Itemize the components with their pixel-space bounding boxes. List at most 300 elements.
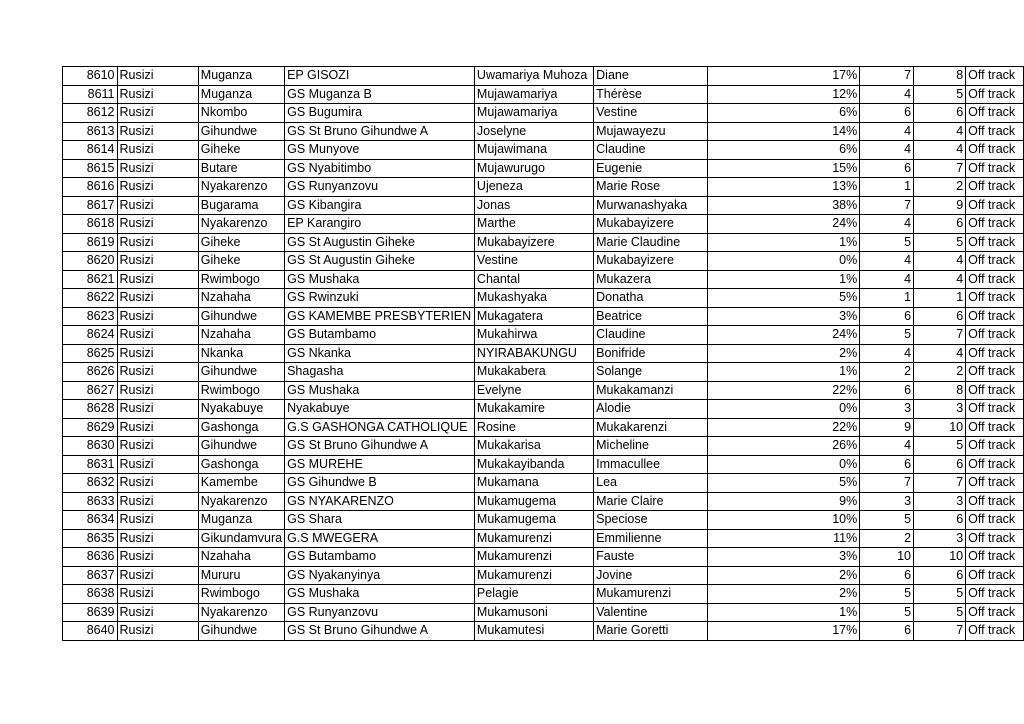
cell-score-a: 6 xyxy=(860,381,914,400)
table-row xyxy=(63,585,1024,604)
cell-school: GS Rwinzuki xyxy=(285,289,475,308)
cell-status: Off track xyxy=(966,122,1024,141)
cell-score-a: 6 xyxy=(860,455,914,474)
cell-score-a: 4 xyxy=(860,252,914,271)
cell-row-id: 8612 xyxy=(63,104,118,123)
cell-score-a: 3 xyxy=(860,400,914,419)
cell-percent: 22% xyxy=(708,418,860,437)
table-row xyxy=(63,511,1024,530)
cell-school: GS Runyanzovu xyxy=(285,603,475,622)
cell-sector: Giheke xyxy=(198,141,284,160)
table-row xyxy=(63,215,1024,234)
cell-score-b: 6 xyxy=(914,215,966,234)
cell-school: G.S GASHONGA CATHOLIQUE xyxy=(285,418,475,437)
cell-score-b: 3 xyxy=(914,529,966,548)
cell-status: Off track xyxy=(966,307,1024,326)
cell-first-name: Alodie xyxy=(594,400,708,419)
cell-row-id: 8629 xyxy=(63,418,118,437)
cell-sector: Muganza xyxy=(198,511,284,530)
cell-score-b: 7 xyxy=(914,622,966,641)
cell-score-a: 6 xyxy=(860,159,914,178)
cell-sector: Bugarama xyxy=(198,196,284,215)
cell-percent: 1% xyxy=(708,233,860,252)
cell-score-a: 7 xyxy=(860,196,914,215)
cell-score-b: 4 xyxy=(914,252,966,271)
cell-last-name: Mukashyaka xyxy=(474,289,593,308)
cell-sector: Nkanka xyxy=(198,344,284,363)
cell-status: Off track xyxy=(966,270,1024,289)
cell-score-b: 9 xyxy=(914,196,966,215)
table-row xyxy=(63,492,1024,511)
cell-last-name: Mujawimana xyxy=(474,141,593,160)
cell-first-name: Immacullee xyxy=(594,455,708,474)
cell-row-id: 8616 xyxy=(63,178,118,197)
cell-score-a: 4 xyxy=(860,215,914,234)
table-row xyxy=(63,474,1024,493)
cell-sector: Rwimbogo xyxy=(198,270,284,289)
table-row xyxy=(63,159,1024,178)
table-row xyxy=(63,381,1024,400)
cell-percent: 6% xyxy=(708,104,860,123)
cell-district: Rusizi xyxy=(117,418,198,437)
cell-score-a: 6 xyxy=(860,622,914,641)
cell-score-a: 5 xyxy=(860,603,914,622)
cell-row-id: 8631 xyxy=(63,455,118,474)
cell-last-name: Joselyne xyxy=(474,122,593,141)
cell-first-name: Marie Claire xyxy=(594,492,708,511)
cell-row-id: 8626 xyxy=(63,363,118,382)
cell-sector: Nyakarenzo xyxy=(198,178,284,197)
cell-first-name: Eugenie xyxy=(594,159,708,178)
cell-sector: Gihundwe xyxy=(198,307,284,326)
cell-row-id: 8625 xyxy=(63,344,118,363)
table-row xyxy=(63,233,1024,252)
cell-status: Off track xyxy=(966,418,1024,437)
cell-row-id: 8614 xyxy=(63,141,118,160)
cell-district: Rusizi xyxy=(117,603,198,622)
cell-first-name: Emmilienne xyxy=(594,529,708,548)
table-row xyxy=(63,67,1024,86)
cell-sector: Butare xyxy=(198,159,284,178)
cell-score-a: 6 xyxy=(860,566,914,585)
cell-sector: Giheke xyxy=(198,252,284,271)
cell-row-id: 8628 xyxy=(63,400,118,419)
cell-score-b: 4 xyxy=(914,141,966,160)
cell-last-name: Mujawamariya xyxy=(474,85,593,104)
cell-sector: Gihundwe xyxy=(198,437,284,456)
cell-last-name: Mukamurenzi xyxy=(474,566,593,585)
cell-status: Off track xyxy=(966,326,1024,345)
cell-score-b: 3 xyxy=(914,492,966,511)
cell-percent: 10% xyxy=(708,511,860,530)
cell-sector: Gihundwe xyxy=(198,622,284,641)
cell-last-name: Rosine xyxy=(474,418,593,437)
cell-score-a: 4 xyxy=(860,437,914,456)
cell-row-id: 8624 xyxy=(63,326,118,345)
cell-score-a: 4 xyxy=(860,141,914,160)
cell-district: Rusizi xyxy=(117,307,198,326)
cell-district: Rusizi xyxy=(117,622,198,641)
cell-sector: Rwimbogo xyxy=(198,585,284,604)
cell-first-name: Mukakarenzi xyxy=(594,418,708,437)
cell-status: Off track xyxy=(966,67,1024,86)
cell-district: Rusizi xyxy=(117,492,198,511)
cell-score-b: 6 xyxy=(914,566,966,585)
cell-district: Rusizi xyxy=(117,215,198,234)
cell-school: GS Kibangira xyxy=(285,196,475,215)
cell-first-name: Claudine xyxy=(594,141,708,160)
cell-score-b: 6 xyxy=(914,511,966,530)
cell-status: Off track xyxy=(966,104,1024,123)
cell-status: Off track xyxy=(966,233,1024,252)
cell-row-id: 8623 xyxy=(63,307,118,326)
cell-row-id: 8640 xyxy=(63,622,118,641)
cell-first-name: Lea xyxy=(594,474,708,493)
table-row xyxy=(63,196,1024,215)
cell-last-name: Mukamurenzi xyxy=(474,548,593,567)
table-row xyxy=(63,603,1024,622)
cell-row-id: 8636 xyxy=(63,548,118,567)
cell-sector: Gihundwe xyxy=(198,363,284,382)
cell-row-id: 8622 xyxy=(63,289,118,308)
cell-status: Off track xyxy=(966,585,1024,604)
cell-last-name: Mukamurenzi xyxy=(474,529,593,548)
cell-school: GS Runyanzovu xyxy=(285,178,475,197)
table-row xyxy=(63,104,1024,123)
cell-district: Rusizi xyxy=(117,67,198,86)
cell-sector: Nzahaha xyxy=(198,289,284,308)
cell-first-name: Mukakamanzi xyxy=(594,381,708,400)
cell-last-name: Mukamutesi xyxy=(474,622,593,641)
cell-percent: 2% xyxy=(708,585,860,604)
cell-first-name: Marie Goretti xyxy=(594,622,708,641)
cell-score-a: 5 xyxy=(860,233,914,252)
cell-score-a: 6 xyxy=(860,307,914,326)
table-row xyxy=(63,566,1024,585)
cell-district: Rusizi xyxy=(117,326,198,345)
table-row xyxy=(63,307,1024,326)
cell-last-name: Mukakarisa xyxy=(474,437,593,456)
cell-district: Rusizi xyxy=(117,511,198,530)
cell-school: G.S MWEGERA xyxy=(285,529,475,548)
cell-score-a: 9 xyxy=(860,418,914,437)
cell-percent: 3% xyxy=(708,307,860,326)
cell-sector: Rwimbogo xyxy=(198,381,284,400)
cell-last-name: Mukahirwa xyxy=(474,326,593,345)
cell-status: Off track xyxy=(966,474,1024,493)
cell-percent: 12% xyxy=(708,85,860,104)
cell-status: Off track xyxy=(966,603,1024,622)
table-row xyxy=(63,344,1024,363)
cell-last-name: Uwamariya Muhoza xyxy=(474,67,593,86)
cell-sector: Muganza xyxy=(198,85,284,104)
cell-row-id: 8617 xyxy=(63,196,118,215)
cell-first-name: Micheline xyxy=(594,437,708,456)
cell-first-name: Vestine xyxy=(594,104,708,123)
cell-score-b: 2 xyxy=(914,178,966,197)
cell-district: Rusizi xyxy=(117,196,198,215)
cell-school: GS Bugumira xyxy=(285,104,475,123)
cell-row-id: 8627 xyxy=(63,381,118,400)
cell-district: Rusizi xyxy=(117,104,198,123)
cell-first-name: Fauste xyxy=(594,548,708,567)
cell-row-id: 8621 xyxy=(63,270,118,289)
cell-score-b: 4 xyxy=(914,270,966,289)
cell-last-name: Chantal xyxy=(474,270,593,289)
cell-row-id: 8633 xyxy=(63,492,118,511)
cell-sector: Gashonga xyxy=(198,455,284,474)
cell-district: Rusizi xyxy=(117,178,198,197)
cell-score-b: 6 xyxy=(914,455,966,474)
cell-district: Rusizi xyxy=(117,85,198,104)
cell-status: Off track xyxy=(966,363,1024,382)
cell-first-name: Bonifride xyxy=(594,344,708,363)
cell-row-id: 8613 xyxy=(63,122,118,141)
cell-last-name: Evelyne xyxy=(474,381,593,400)
cell-school: GS Munyove xyxy=(285,141,475,160)
cell-sector: Nyakarenzo xyxy=(198,492,284,511)
cell-score-b: 2 xyxy=(914,363,966,382)
cell-district: Rusizi xyxy=(117,159,198,178)
cell-status: Off track xyxy=(966,85,1024,104)
cell-score-a: 2 xyxy=(860,529,914,548)
cell-last-name: Marthe xyxy=(474,215,593,234)
cell-school: GS Gihundwe B xyxy=(285,474,475,493)
cell-last-name: NYIRABAKUNGU xyxy=(474,344,593,363)
cell-status: Off track xyxy=(966,215,1024,234)
cell-district: Rusizi xyxy=(117,455,198,474)
cell-school: GS MUREHE xyxy=(285,455,475,474)
cell-sector: Nzahaha xyxy=(198,548,284,567)
cell-status: Off track xyxy=(966,159,1024,178)
cell-status: Off track xyxy=(966,548,1024,567)
cell-first-name: Thérèse xyxy=(594,85,708,104)
cell-school: Nyakabuye xyxy=(285,400,475,419)
cell-sector: Nyakabuye xyxy=(198,400,284,419)
cell-row-id: 8615 xyxy=(63,159,118,178)
cell-district: Rusizi xyxy=(117,529,198,548)
cell-status: Off track xyxy=(966,289,1024,308)
cell-status: Off track xyxy=(966,622,1024,641)
cell-percent: 0% xyxy=(708,252,860,271)
cell-school: GS Nkanka xyxy=(285,344,475,363)
cell-status: Off track xyxy=(966,381,1024,400)
cell-percent: 15% xyxy=(708,159,860,178)
table-row xyxy=(63,437,1024,456)
cell-row-id: 8632 xyxy=(63,474,118,493)
cell-score-a: 3 xyxy=(860,492,914,511)
cell-first-name: Mukabayizere xyxy=(594,252,708,271)
cell-score-b: 7 xyxy=(914,326,966,345)
cell-sector: Kamembe xyxy=(198,474,284,493)
cell-sector: Gikundamvura xyxy=(198,529,284,548)
cell-row-id: 8619 xyxy=(63,233,118,252)
cell-row-id: 8630 xyxy=(63,437,118,456)
cell-status: Off track xyxy=(966,196,1024,215)
cell-percent: 9% xyxy=(708,492,860,511)
cell-row-id: 8620 xyxy=(63,252,118,271)
cell-district: Rusizi xyxy=(117,437,198,456)
table-row xyxy=(63,252,1024,271)
cell-percent: 38% xyxy=(708,196,860,215)
cell-percent: 1% xyxy=(708,603,860,622)
table-row xyxy=(63,548,1024,567)
cell-last-name: Mukagatera xyxy=(474,307,593,326)
cell-score-a: 2 xyxy=(860,363,914,382)
cell-first-name: Speciose xyxy=(594,511,708,530)
cell-row-id: 8634 xyxy=(63,511,118,530)
cell-score-a: 4 xyxy=(860,122,914,141)
cell-last-name: Vestine xyxy=(474,252,593,271)
cell-score-a: 1 xyxy=(860,289,914,308)
cell-school: GS KAMEMBE PRESBYTERIEN xyxy=(285,307,475,326)
table-row xyxy=(63,400,1024,419)
cell-score-a: 4 xyxy=(860,270,914,289)
cell-percent: 26% xyxy=(708,437,860,456)
cell-district: Rusizi xyxy=(117,233,198,252)
cell-school: Shagasha xyxy=(285,363,475,382)
table-row xyxy=(63,326,1024,345)
cell-row-id: 8638 xyxy=(63,585,118,604)
cell-school: GS Mushaka xyxy=(285,381,475,400)
cell-last-name: Jonas xyxy=(474,196,593,215)
cell-last-name: Mukakayibanda xyxy=(474,455,593,474)
cell-percent: 5% xyxy=(708,474,860,493)
table-row xyxy=(63,122,1024,141)
cell-school: EP Karangiro xyxy=(285,215,475,234)
cell-status: Off track xyxy=(966,455,1024,474)
table-row xyxy=(63,529,1024,548)
cell-first-name: Marie Rose xyxy=(594,178,708,197)
cell-school: GS NYAKARENZO xyxy=(285,492,475,511)
cell-status: Off track xyxy=(966,344,1024,363)
cell-status: Off track xyxy=(966,141,1024,160)
cell-score-b: 3 xyxy=(914,400,966,419)
cell-first-name: Murwanashyaka xyxy=(594,196,708,215)
cell-last-name: Mukamugema xyxy=(474,492,593,511)
cell-district: Rusizi xyxy=(117,474,198,493)
cell-percent: 1% xyxy=(708,363,860,382)
cell-row-id: 8635 xyxy=(63,529,118,548)
cell-district: Rusizi xyxy=(117,381,198,400)
cell-first-name: Mukazera xyxy=(594,270,708,289)
table-row xyxy=(63,363,1024,382)
cell-last-name: Mujawamariya xyxy=(474,104,593,123)
cell-school: GS St Augustin Giheke xyxy=(285,233,475,252)
cell-score-b: 10 xyxy=(914,548,966,567)
cell-score-b: 5 xyxy=(914,85,966,104)
cell-last-name: Mukamusoni xyxy=(474,603,593,622)
cell-percent: 1% xyxy=(708,270,860,289)
cell-school: EP GISOZI xyxy=(285,67,475,86)
cell-school: GS Nyakanyinya xyxy=(285,566,475,585)
cell-school: GS St Bruno Gihundwe A xyxy=(285,622,475,641)
cell-score-b: 5 xyxy=(914,233,966,252)
table-row xyxy=(63,85,1024,104)
table-row xyxy=(63,289,1024,308)
table-row xyxy=(63,178,1024,197)
cell-first-name: Mujawayezu xyxy=(594,122,708,141)
cell-score-a: 7 xyxy=(860,67,914,86)
cell-percent: 17% xyxy=(708,67,860,86)
cell-status: Off track xyxy=(966,529,1024,548)
cell-last-name: Mukakabera xyxy=(474,363,593,382)
cell-school: GS St Augustin Giheke xyxy=(285,252,475,271)
cell-district: Rusizi xyxy=(117,252,198,271)
cell-status: Off track xyxy=(966,566,1024,585)
cell-first-name: Marie Claudine xyxy=(594,233,708,252)
cell-status: Off track xyxy=(966,437,1024,456)
cell-score-a: 1 xyxy=(860,178,914,197)
cell-last-name: Mukamana xyxy=(474,474,593,493)
cell-row-id: 8637 xyxy=(63,566,118,585)
cell-school: GS Nyabitimbo xyxy=(285,159,475,178)
cell-first-name: Donatha xyxy=(594,289,708,308)
cell-sector: Giheke xyxy=(198,233,284,252)
cell-row-id: 8611 xyxy=(63,85,118,104)
cell-percent: 17% xyxy=(708,622,860,641)
cell-percent: 6% xyxy=(708,141,860,160)
cell-sector: Muganza xyxy=(198,67,284,86)
cell-score-b: 5 xyxy=(914,437,966,456)
cell-score-b: 6 xyxy=(914,307,966,326)
cell-district: Rusizi xyxy=(117,548,198,567)
cell-percent: 13% xyxy=(708,178,860,197)
cell-score-b: 8 xyxy=(914,67,966,86)
cell-percent: 11% xyxy=(708,529,860,548)
cell-percent: 3% xyxy=(708,548,860,567)
cell-sector: Nzahaha xyxy=(198,326,284,345)
cell-score-b: 7 xyxy=(914,474,966,493)
cell-first-name: Diane xyxy=(594,67,708,86)
cell-percent: 2% xyxy=(708,344,860,363)
cell-first-name: Mukabayizere xyxy=(594,215,708,234)
cell-last-name: Mukakamire xyxy=(474,400,593,419)
cell-last-name: Ujeneza xyxy=(474,178,593,197)
cell-status: Off track xyxy=(966,511,1024,530)
cell-score-a: 5 xyxy=(860,511,914,530)
table-row xyxy=(63,141,1024,160)
cell-district: Rusizi xyxy=(117,270,198,289)
cell-sector: Gashonga xyxy=(198,418,284,437)
cell-percent: 0% xyxy=(708,400,860,419)
cell-first-name: Beatrice xyxy=(594,307,708,326)
cell-first-name: Valentine xyxy=(594,603,708,622)
cell-score-a: 4 xyxy=(860,344,914,363)
cell-score-a: 7 xyxy=(860,474,914,493)
cell-percent: 24% xyxy=(708,215,860,234)
cell-school: GS St Bruno Gihundwe A xyxy=(285,437,475,456)
cell-percent: 0% xyxy=(708,455,860,474)
cell-school: GS Butambamo xyxy=(285,326,475,345)
table-row xyxy=(63,418,1024,437)
cell-status: Off track xyxy=(966,252,1024,271)
cell-school: GS Butambamo xyxy=(285,548,475,567)
cell-district: Rusizi xyxy=(117,566,198,585)
cell-row-id: 8610 xyxy=(63,67,118,86)
table-row xyxy=(63,622,1024,641)
cell-score-b: 4 xyxy=(914,344,966,363)
cell-percent: 5% xyxy=(708,289,860,308)
cell-school: GS Mushaka xyxy=(285,585,475,604)
table-row xyxy=(63,455,1024,474)
cell-percent: 2% xyxy=(708,566,860,585)
cell-score-b: 8 xyxy=(914,381,966,400)
cell-district: Rusizi xyxy=(117,363,198,382)
cell-score-b: 10 xyxy=(914,418,966,437)
cell-score-a: 10 xyxy=(860,548,914,567)
cell-district: Rusizi xyxy=(117,344,198,363)
